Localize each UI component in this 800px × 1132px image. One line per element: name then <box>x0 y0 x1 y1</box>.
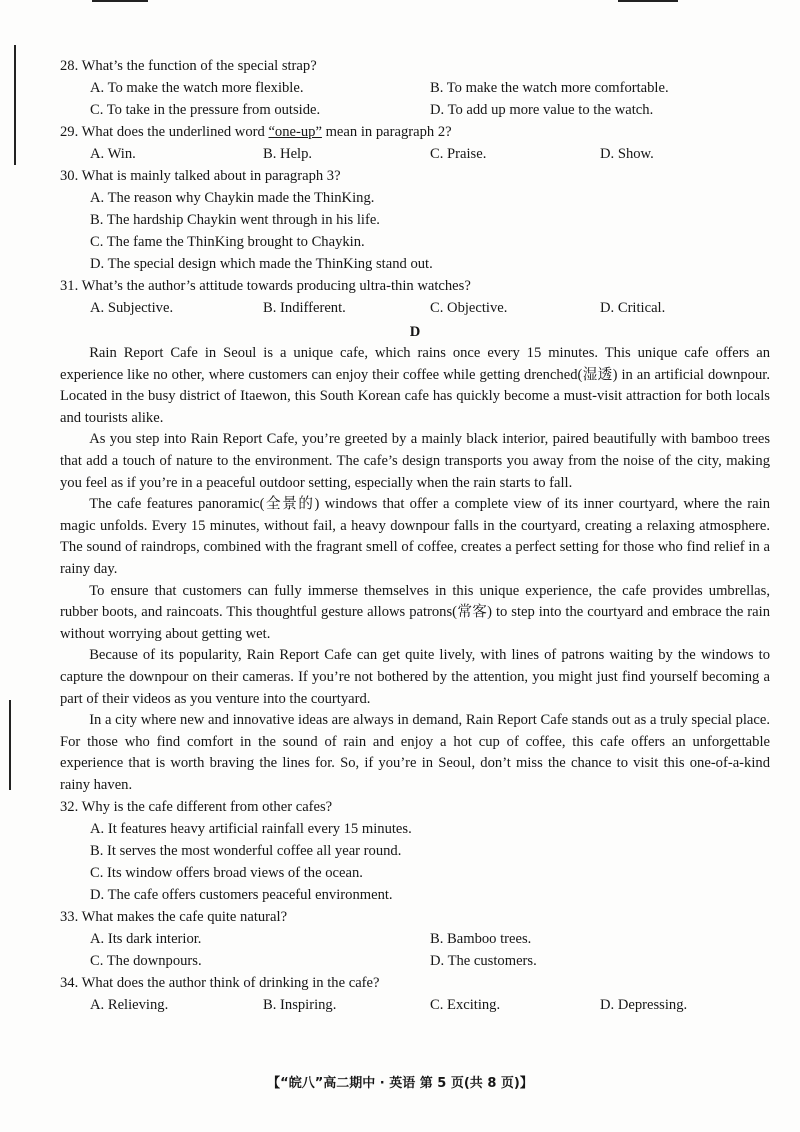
page-footer: 【“皖八”高二期中 · 英语 第 5 页(共 8 页)】 <box>267 1076 533 1091</box>
question-29-option-a: A. Win. <box>90 146 136 162</box>
passage-paragraph-3: The cafe features panoramic(全景的) windows that offer a complete view of its inner courtyard, where the rain magic unfolds. Every 15 minutes, without fail, a heavy downpour falls in the courtyard, creating a relaxing atmosphere. The sound of raindrops, combined with the fragrant smell of coffee, creates a perfect setting for those who find relief in a rainy day. <box>60 496 770 577</box>
question-32-stem: 32. Why is the cafe different from other cafes? <box>60 799 333 816</box>
question-34-stem: 34. What does the author think of drinking in the cafe? <box>60 975 380 992</box>
question-29-option-d: D. Show. <box>600 146 654 162</box>
question-28-options-row-2 <box>60 99 770 121</box>
question-33-option-a: A. Its dark interior. <box>90 931 202 948</box>
question-29-underlined-word: “one-up” <box>268 124 322 140</box>
question-28-option-b: B. To make the watch more comfortable. <box>430 80 669 96</box>
question-31-option-a: A. Subjective. <box>90 300 174 316</box>
question-28-option-a: A. To make the watch more flexible. <box>90 80 304 96</box>
passage-paragraph-5: Because of its popularity, Rain Report Cafe can get quite lively, with lines of patrons waiting by the windows to capture the downpour on their cameras. If you’re not bothered by the attention, you might just find yourself becoming a part of their videos as you venture into the courtyard. <box>60 647 770 707</box>
exam-page <box>60 55 770 1016</box>
question-29-options <box>60 143 770 165</box>
question-33-option-b: B. Bamboo trees. <box>430 931 532 948</box>
question-32-option-b: B. It serves the most wonderful coffee all year round. <box>90 843 402 860</box>
question-33-option-c: C. The downpours. <box>90 953 202 970</box>
question-30-option-c: C. The fame the ThinKing brought to Chaykin. <box>90 234 365 250</box>
passage-paragraph-6: In a city where new and innovative ideas are always in demand, Rain Report Cafe stands out as a truly special place. For those who find comfort in the sound of rain and enjoy a hot cup of coffee, this cafe offers an unforgettable experience that is worth braving the lines for. So, if you’re in Seoul, don’t miss the chance to visit this one-of-a-kind rainy haven. <box>60 712 770 793</box>
question-29-stem-pre: 29. What does the underlined word <box>60 124 269 140</box>
question-33-options-row-2 <box>60 950 770 972</box>
question-30-option-a: A. The reason why Chaykin made the ThinKing. <box>90 190 375 206</box>
question-34-options <box>60 994 770 1016</box>
question-29-option-c: C. Praise. <box>430 146 487 162</box>
question-29-stem <box>60 121 770 143</box>
question-31-option-d: D. Critical. <box>600 300 666 316</box>
question-31-stem: 31. What’s the author’s attitude towards producing ultra-thin watches? <box>60 278 471 294</box>
question-30-stem: 30. What is mainly talked about in paragraph 3? <box>60 168 341 184</box>
question-33-option-d: D. The customers. <box>430 953 537 970</box>
question-31-option-c: C. Objective. <box>430 300 508 316</box>
question-33-stem: 33. What makes the cafe quite natural? <box>60 909 288 926</box>
question-30-option-b: B. The hardship Chaykin went through in his life. <box>90 212 380 228</box>
question-28-option-c: C. To take in the pressure from outside. <box>90 102 321 118</box>
question-32-option-c: C. Its window offers broad views of the ocean. <box>90 865 363 882</box>
question-32-option-a: A. It features heavy artificial rainfall every 15 minutes. <box>90 821 412 838</box>
question-29-stem-post: mean in paragraph 2? <box>321 124 452 140</box>
passage-paragraph-2: As you step into Rain Report Cafe, you’re greeted by a mainly black interior, paired beautifully with bamboo trees that add a touch of nature to the environment. The cafe’s design transports you away from the noise of the city, making you feel as if you’re in a peaceful outdoor setting, especially when the rain starts to fall. <box>60 431 770 491</box>
question-34-option-a: A. Relieving. <box>90 997 169 1014</box>
question-31-options <box>60 297 770 319</box>
passage-paragraph-4: To ensure that customers can fully immerse themselves in this unique experience, the cafe provides umbrellas, rubber boots, and raincoats. This thoughtful gesture allows patrons(常客) to step into the courtyard and embrace the rain without worrying about getting wet. <box>60 582 770 642</box>
scan-edge-left-lower <box>9 700 11 790</box>
question-30-option-d: D. The special design which made the ThinKing stand out. <box>90 256 433 272</box>
question-34-option-b: B. Inspiring. <box>263 997 337 1014</box>
passage-paragraph-1: Rain Report Cafe in Seoul is a unique cafe, which rains once every 15 minutes. This unique cafe offers an experience like no other, where customers can enjoy their coffee while getting drenched(湿透) in an artificial downpour. Located in the busy district of Itaewon, this South Korean cafe has quickly become a must-visit attraction for both locals and tourists alike. <box>60 345 770 426</box>
question-28-options-row-1 <box>60 77 770 99</box>
question-32-option-d: D. The cafe offers customers peaceful environment. <box>90 887 393 904</box>
question-33-options-row-1 <box>60 928 770 950</box>
scan-edge-left <box>14 45 16 165</box>
question-29-option-b: B. Help. <box>263 146 313 162</box>
question-34-option-c: C. Exciting. <box>430 997 501 1014</box>
question-28-stem: 28. What’s the function of the special strap? <box>60 58 317 74</box>
scan-edge-top-left <box>92 0 148 2</box>
section-d-heading: D <box>409 324 421 340</box>
question-34-option-d: D. Depressing. <box>600 997 688 1014</box>
question-31-option-b: B. Indifferent. <box>263 300 346 316</box>
scan-edge-top-right <box>618 0 678 2</box>
question-28-option-d: D. To add up more value to the watch. <box>430 102 654 118</box>
